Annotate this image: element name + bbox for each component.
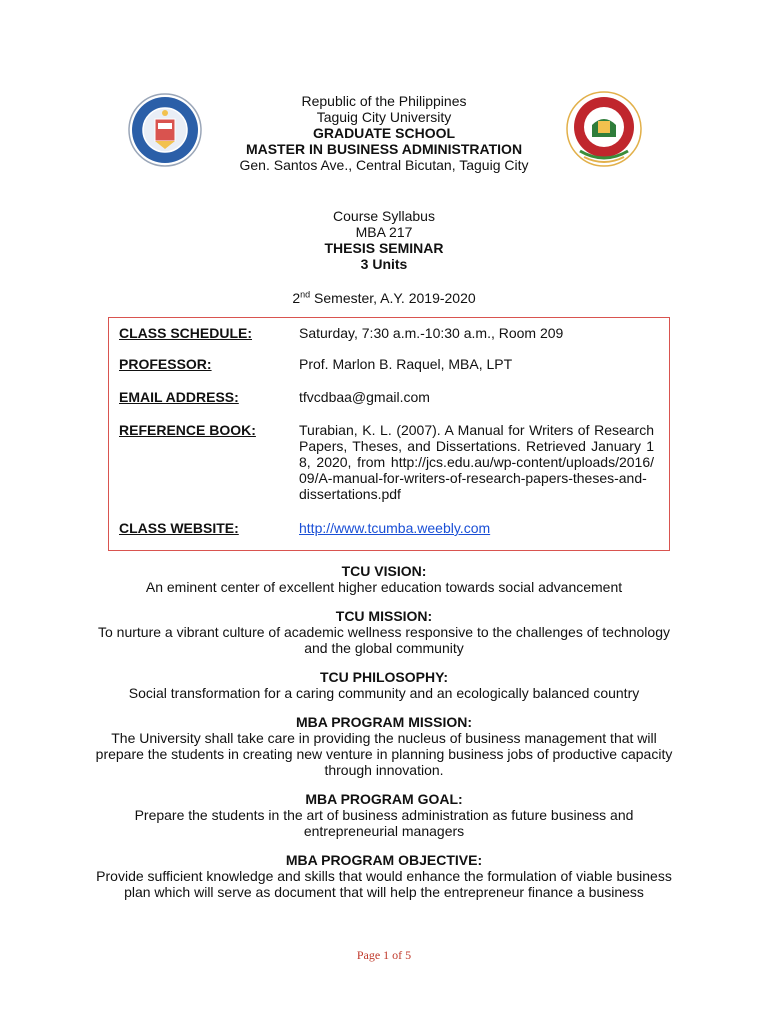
program-mission-block	[90, 714, 678, 778]
reference-book-value: Turabian, K. L. (2007). A Manual for Writers of Research Papers, Theses, and Dissertations. Retrieved January 18, 2020, from http://jcs.edu.au/wp-content/uploads/2016/09/A-manual-for-writers-of-research-papers-theses-and-dissertations.pdf	[299, 422, 654, 502]
program-objective-text: Provide sufficient knowledge and skills that would enhance the formulation of viable business plan which will serve as document that will help the entrepreneur finance a business	[96, 868, 672, 900]
email-label: EMAIL ADDRESS:	[119, 389, 239, 405]
program-mission-title: MBA PROGRAM MISSION:	[295, 714, 473, 730]
school-name: GRADUATE SCHOOL	[312, 125, 456, 141]
course-title-block	[0, 208, 768, 272]
address: Gen. Santos Ave., Central Bicutan, Taguig City	[239, 157, 529, 173]
philosophy-title: TCU PHILOSOPHY:	[319, 669, 449, 685]
mission-block	[90, 608, 678, 656]
class-schedule-label: CLASS SCHEDULE:	[119, 325, 253, 341]
professor-label: PROFESSOR:	[119, 356, 212, 372]
program-goal-title: MBA PROGRAM GOAL:	[305, 791, 463, 807]
program-objective-title: MBA PROGRAM OBJECTIVE:	[285, 852, 483, 868]
semester-ordinal: 2	[292, 290, 301, 306]
course-units: 3 Units	[360, 256, 408, 272]
document-type: Course Syllabus	[333, 208, 435, 224]
course-code: MBA 217	[355, 224, 413, 240]
vision-text: An eminent center of excellent higher education towards social advancement	[145, 579, 623, 595]
institution-header	[0, 93, 768, 173]
program-mission-text: The University shall take care in providing the nucleus of business management that will prepare the students in creating new venture in planning business jobs of productive capacity through innovation.	[95, 730, 673, 778]
semester-line	[0, 290, 768, 306]
republic-line: Republic of the Philippines	[301, 93, 467, 109]
class-website-label: CLASS WEBSITE:	[119, 520, 239, 536]
program-name: MASTER IN BUSINESS ADMINISTRATION	[245, 141, 523, 157]
vision-block	[90, 563, 678, 595]
program-objective-block	[90, 852, 678, 900]
reference-book-label: REFERENCE BOOK:	[119, 422, 256, 438]
program-goal-block	[90, 791, 678, 839]
course-info-box	[108, 317, 670, 551]
class-schedule-value: Saturday, 7:30 a.m.-10:30 a.m., Room 209	[299, 325, 564, 341]
page-number: Page 1 of 5	[356, 948, 412, 962]
statements-section	[90, 563, 678, 913]
professor-value: Prof. Marlon B. Raquel, MBA, LPT	[299, 356, 513, 372]
program-goal-text: Prepare the students in the art of business administration as future business and entrepreneurial managers	[134, 807, 634, 839]
semester-text: Semester, A.Y. 2019-2020	[310, 290, 476, 306]
semester-ordinal-suffix: nd	[300, 289, 311, 300]
class-website-link[interactable]: http://www.tcumba.weebly.com	[299, 520, 491, 536]
vision-title: TCU VISION:	[341, 563, 427, 579]
email-value[interactable]: tfvcdbaa@gmail.com	[299, 389, 430, 405]
mission-title: TCU MISSION:	[335, 608, 433, 624]
philosophy-block	[90, 669, 678, 701]
university-name: Taguig City University	[316, 109, 452, 125]
philosophy-text: Social transformation for a caring community and an ecologically balanced country	[128, 685, 640, 701]
mission-text: To nurture a vibrant culture of academic wellness responsive to the challenges of technology and the global community	[98, 624, 670, 656]
course-title: THESIS SEMINAR	[324, 240, 444, 256]
